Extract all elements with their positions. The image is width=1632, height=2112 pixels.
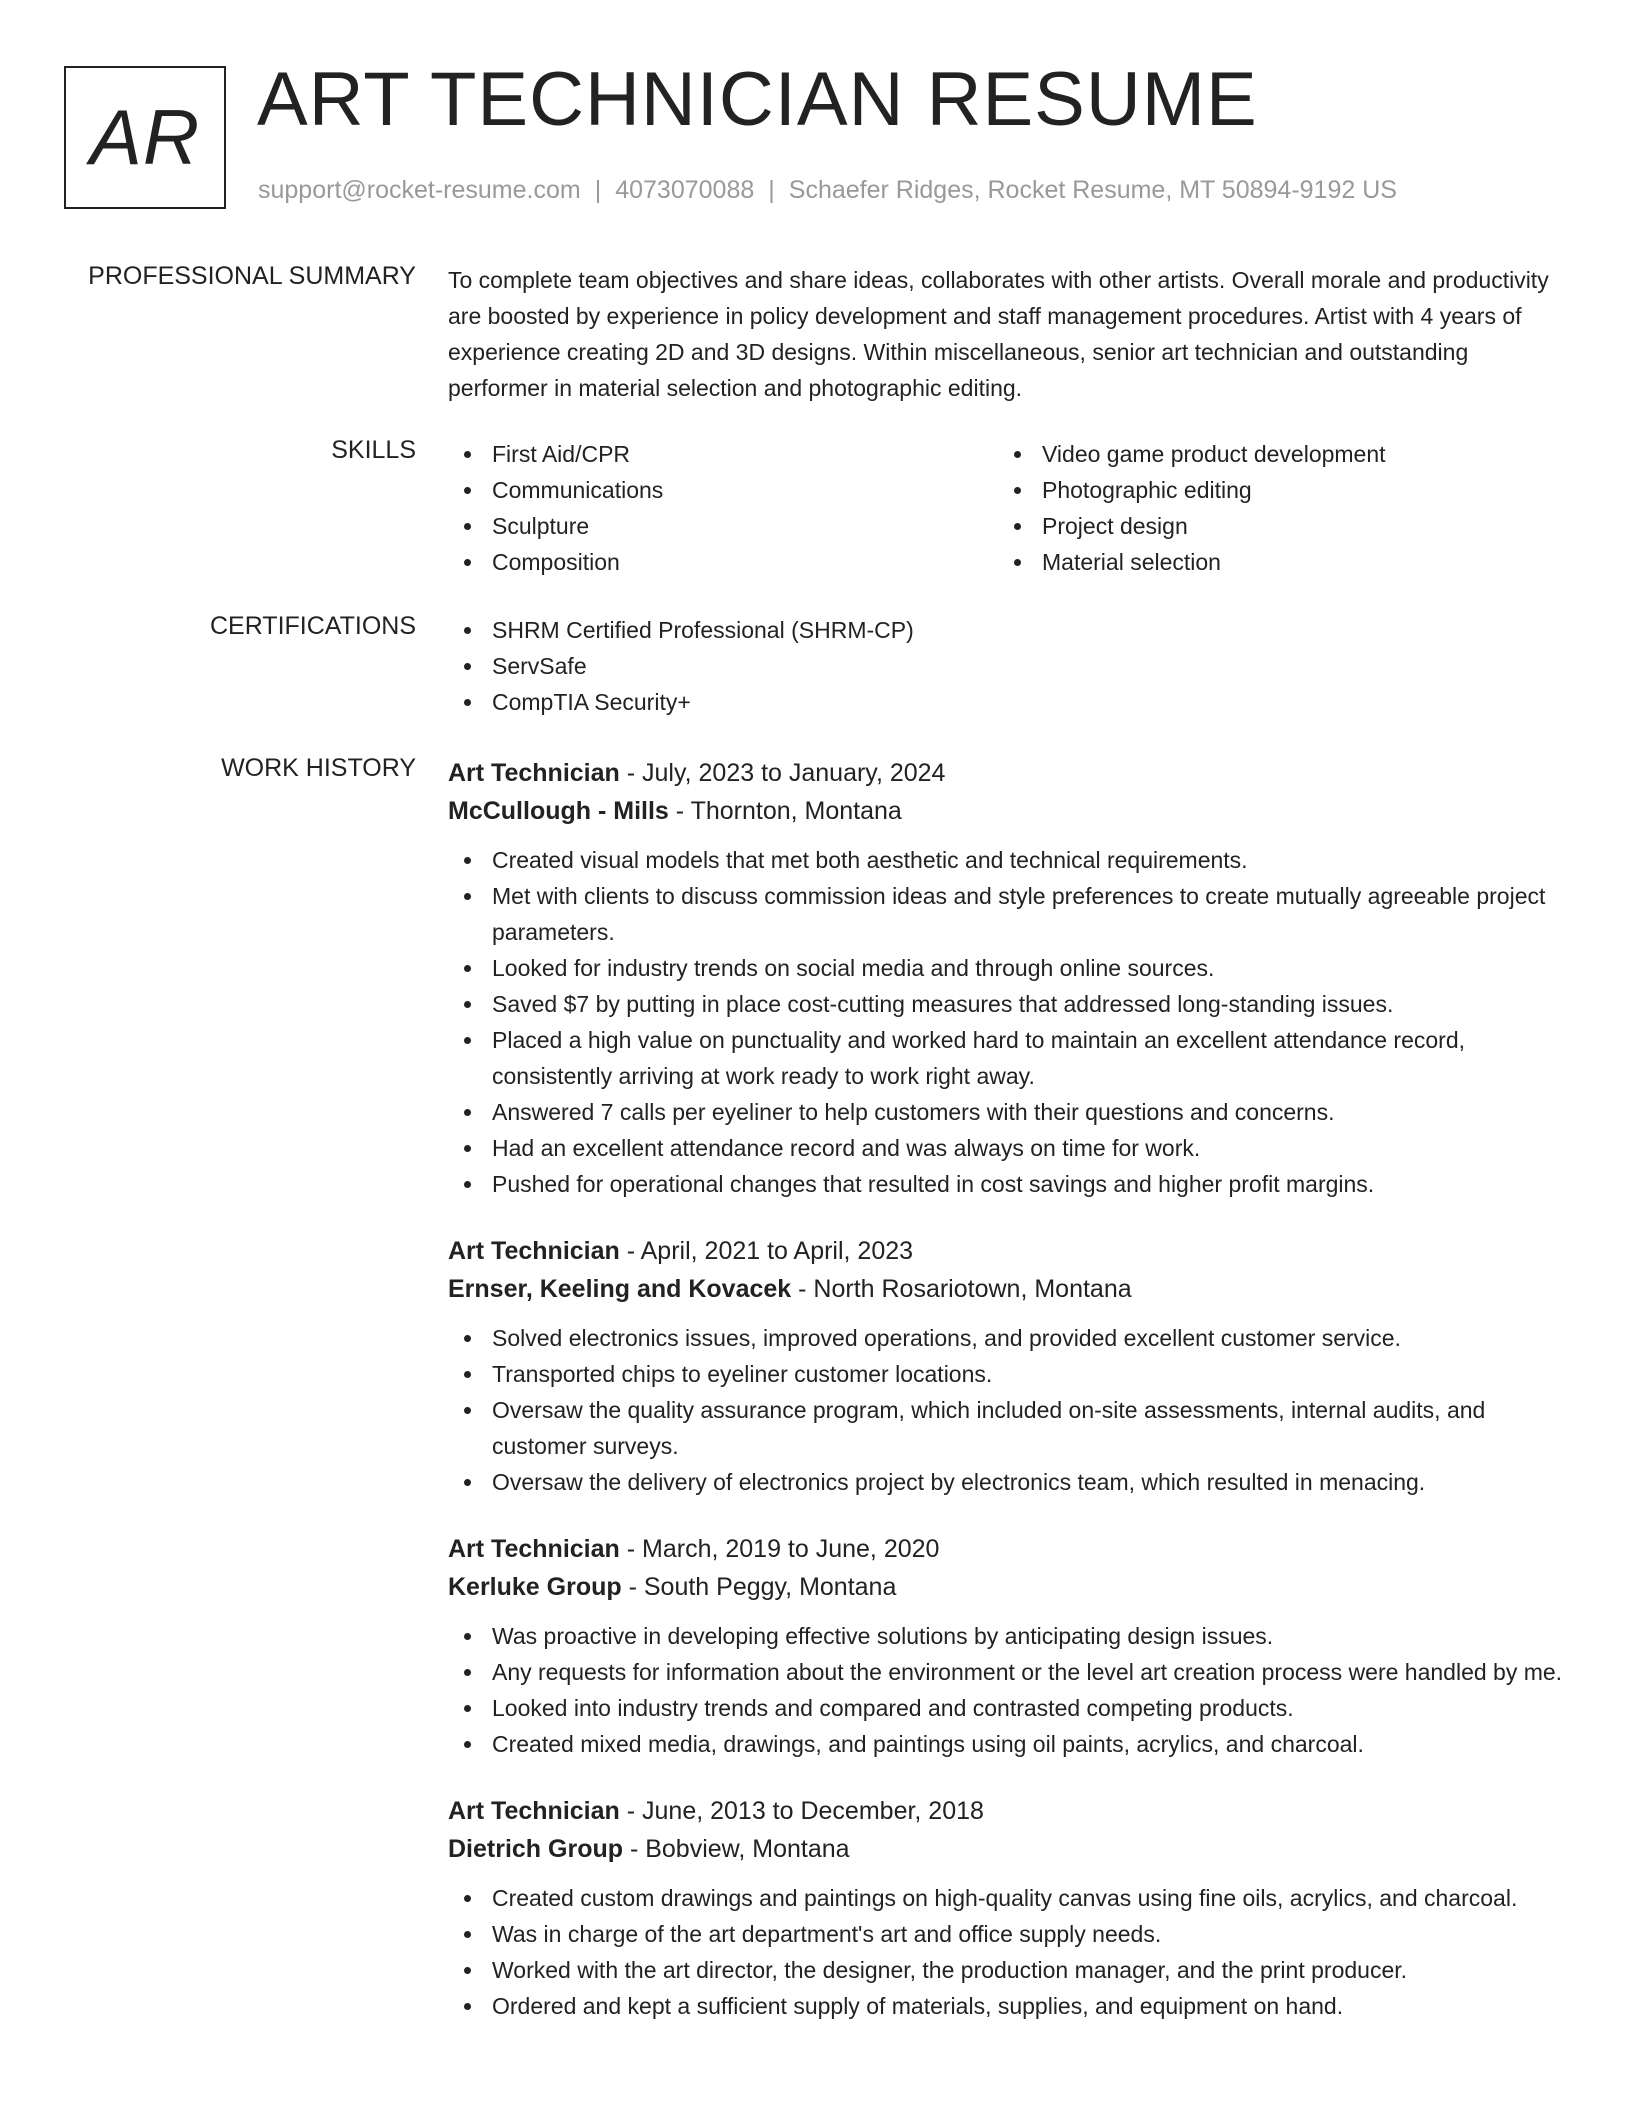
skill-item: First Aid/CPR bbox=[448, 436, 998, 472]
skill-item: Sculpture bbox=[448, 508, 998, 544]
skills-column-right bbox=[998, 436, 1548, 580]
job-location: - Thornton, Montana bbox=[668, 797, 902, 825]
skill-item: Communications bbox=[448, 472, 998, 508]
certification-item: SHRM Certified Professional (SHRM-CP) bbox=[448, 612, 1570, 648]
job-title: Art Technician bbox=[448, 1535, 620, 1563]
job-title-line bbox=[448, 1792, 1570, 1830]
section-label-skills: SKILLS bbox=[331, 436, 416, 464]
responsibility-item: Created mixed media, drawings, and paintings using oil paints, acrylics, and charcoal. bbox=[448, 1726, 1570, 1762]
contact-separator: | bbox=[594, 176, 602, 204]
responsibility-item: Pushed for operational changes that resulted in cost savings and higher profit margins. bbox=[448, 1166, 1570, 1202]
contact-email: support@rocket-resume.com bbox=[258, 176, 581, 204]
responsibility-item: Created visual models that met both aesthetic and technical requirements. bbox=[448, 842, 1570, 878]
job-company: Dietrich Group bbox=[448, 1835, 624, 1863]
job-company: Kerluke Group bbox=[448, 1573, 622, 1601]
job-title: Art Technician bbox=[448, 759, 620, 787]
resume-title: ART TECHNICIAN RESUME bbox=[257, 57, 1258, 142]
job-entry bbox=[448, 1232, 1570, 1500]
responsibility-item: Solved electronics issues, improved operations, and provided excellent customer service. bbox=[448, 1320, 1570, 1356]
job-company-line bbox=[448, 1830, 1570, 1868]
contact-phone: 4073070088 bbox=[615, 176, 755, 204]
skill-item: Composition bbox=[448, 544, 998, 580]
responsibility-item: Transported chips to eyeliner customer locations. bbox=[448, 1356, 1570, 1392]
responsibility-item: Was proactive in developing effective solutions by anticipating design issues. bbox=[448, 1618, 1570, 1654]
contact-line bbox=[258, 176, 1397, 205]
skill-item: Material selection bbox=[998, 544, 1548, 580]
job-dates: - June, 2013 to December, 2018 bbox=[619, 1797, 984, 1825]
contact-separator: | bbox=[768, 176, 775, 204]
section-label-summary: PROFESSIONAL SUMMARY bbox=[88, 262, 416, 290]
responsibility-item: Had an excellent attendance record and was always on time for work. bbox=[448, 1130, 1570, 1166]
skill-item: Video game product development bbox=[998, 436, 1548, 472]
job-title-line bbox=[448, 754, 1570, 792]
job-responsibilities bbox=[448, 1618, 1570, 1762]
responsibility-item: Any requests for information about the environment or the level art creation process were handled by me. bbox=[448, 1654, 1570, 1690]
certification-item: ServSafe bbox=[448, 648, 1570, 684]
skill-item: Project design bbox=[998, 508, 1548, 544]
job-company: McCullough - Mills bbox=[448, 797, 669, 825]
responsibility-item: Ordered and kept a sufficient supply of materials, supplies, and equipment on hand. bbox=[448, 1988, 1570, 2024]
certifications-list bbox=[448, 612, 1570, 720]
job-location: - Bobview, Montana bbox=[623, 1835, 850, 1863]
job-company-line bbox=[448, 1270, 1570, 1308]
job-company: Ernser, Keeling and Kovacek bbox=[448, 1275, 792, 1303]
responsibility-item: Was in charge of the art department's art and office supply needs. bbox=[448, 1916, 1570, 1952]
job-title-line bbox=[448, 1232, 1570, 1270]
job-title: Art Technician bbox=[448, 1797, 620, 1825]
job-company-line bbox=[448, 792, 1570, 830]
skills-column-left bbox=[448, 436, 998, 580]
job-responsibilities bbox=[448, 1880, 1570, 2024]
section-label-certifications: CERTIFICATIONS bbox=[209, 612, 416, 640]
job-responsibilities bbox=[448, 1320, 1570, 1500]
job-entry bbox=[448, 754, 1570, 1202]
job-company-line bbox=[448, 1568, 1570, 1606]
responsibility-item: Oversaw the delivery of electronics project by electronics team, which resulted in menacing. bbox=[448, 1464, 1570, 1500]
responsibility-item: Looked into industry trends and compared and contrasted competing products. bbox=[448, 1690, 1570, 1726]
certification-item: CompTIA Security+ bbox=[448, 684, 1570, 720]
responsibility-item: Met with clients to discuss commission ideas and style preferences to create mutually agreeable project parameters. bbox=[448, 878, 1570, 950]
work-history-list bbox=[448, 754, 1570, 2054]
job-entry bbox=[448, 1530, 1570, 1762]
responsibility-item: Looked for industry trends on social media and through online sources. bbox=[448, 950, 1570, 986]
responsibility-item: Created custom drawings and paintings on high-quality canvas using fine oils, acrylics, and charcoal. bbox=[448, 1880, 1570, 1916]
responsibility-item: Placed a high value on punctuality and worked hard to maintain an excellent attendance record, consistently arriving at work ready to work right away. bbox=[448, 1022, 1570, 1094]
contact-address: Schaefer Ridges, Rocket Resume, MT 50894-9192 US bbox=[788, 176, 1397, 204]
summary-text: To complete team objectives and share ideas, collaborates with other artists. Overall morale and productivity are boosted by experience in policy development and staff management procedures. Artist with 4 years of experience creating 2D and 3D designs. Within miscellaneous, senior art technician and outstanding performer in material selection and photographic editing. bbox=[448, 267, 1549, 401]
responsibility-item: Oversaw the quality assurance program, which included on-site assessments, internal audits, and customer surveys. bbox=[448, 1392, 1570, 1464]
skill-item: Photographic editing bbox=[998, 472, 1548, 508]
monogram-logo: AR bbox=[64, 66, 226, 209]
job-dates: - April, 2021 to April, 2023 bbox=[619, 1237, 914, 1265]
responsibility-item: Worked with the art director, the designer, the production manager, and the print producer. bbox=[448, 1952, 1570, 1988]
responsibility-item: Saved $7 by putting in place cost-cutting measures that addressed long-standing issues. bbox=[448, 986, 1570, 1022]
skills-grid bbox=[448, 436, 1570, 580]
job-title-line bbox=[448, 1530, 1570, 1568]
section-label-work-history: WORK HISTORY bbox=[221, 754, 416, 782]
job-dates: - July, 2023 to January, 2024 bbox=[619, 759, 946, 787]
job-dates: - March, 2019 to June, 2020 bbox=[619, 1535, 940, 1563]
job-responsibilities bbox=[448, 842, 1570, 1202]
job-location: - South Peggy, Montana bbox=[621, 1573, 897, 1601]
responsibility-item: Answered 7 calls per eyeliner to help customers with their questions and concerns. bbox=[448, 1094, 1570, 1130]
job-title: Art Technician bbox=[448, 1237, 620, 1265]
job-location: - North Rosariotown, Montana bbox=[791, 1275, 1132, 1303]
job-entry bbox=[448, 1792, 1570, 2024]
